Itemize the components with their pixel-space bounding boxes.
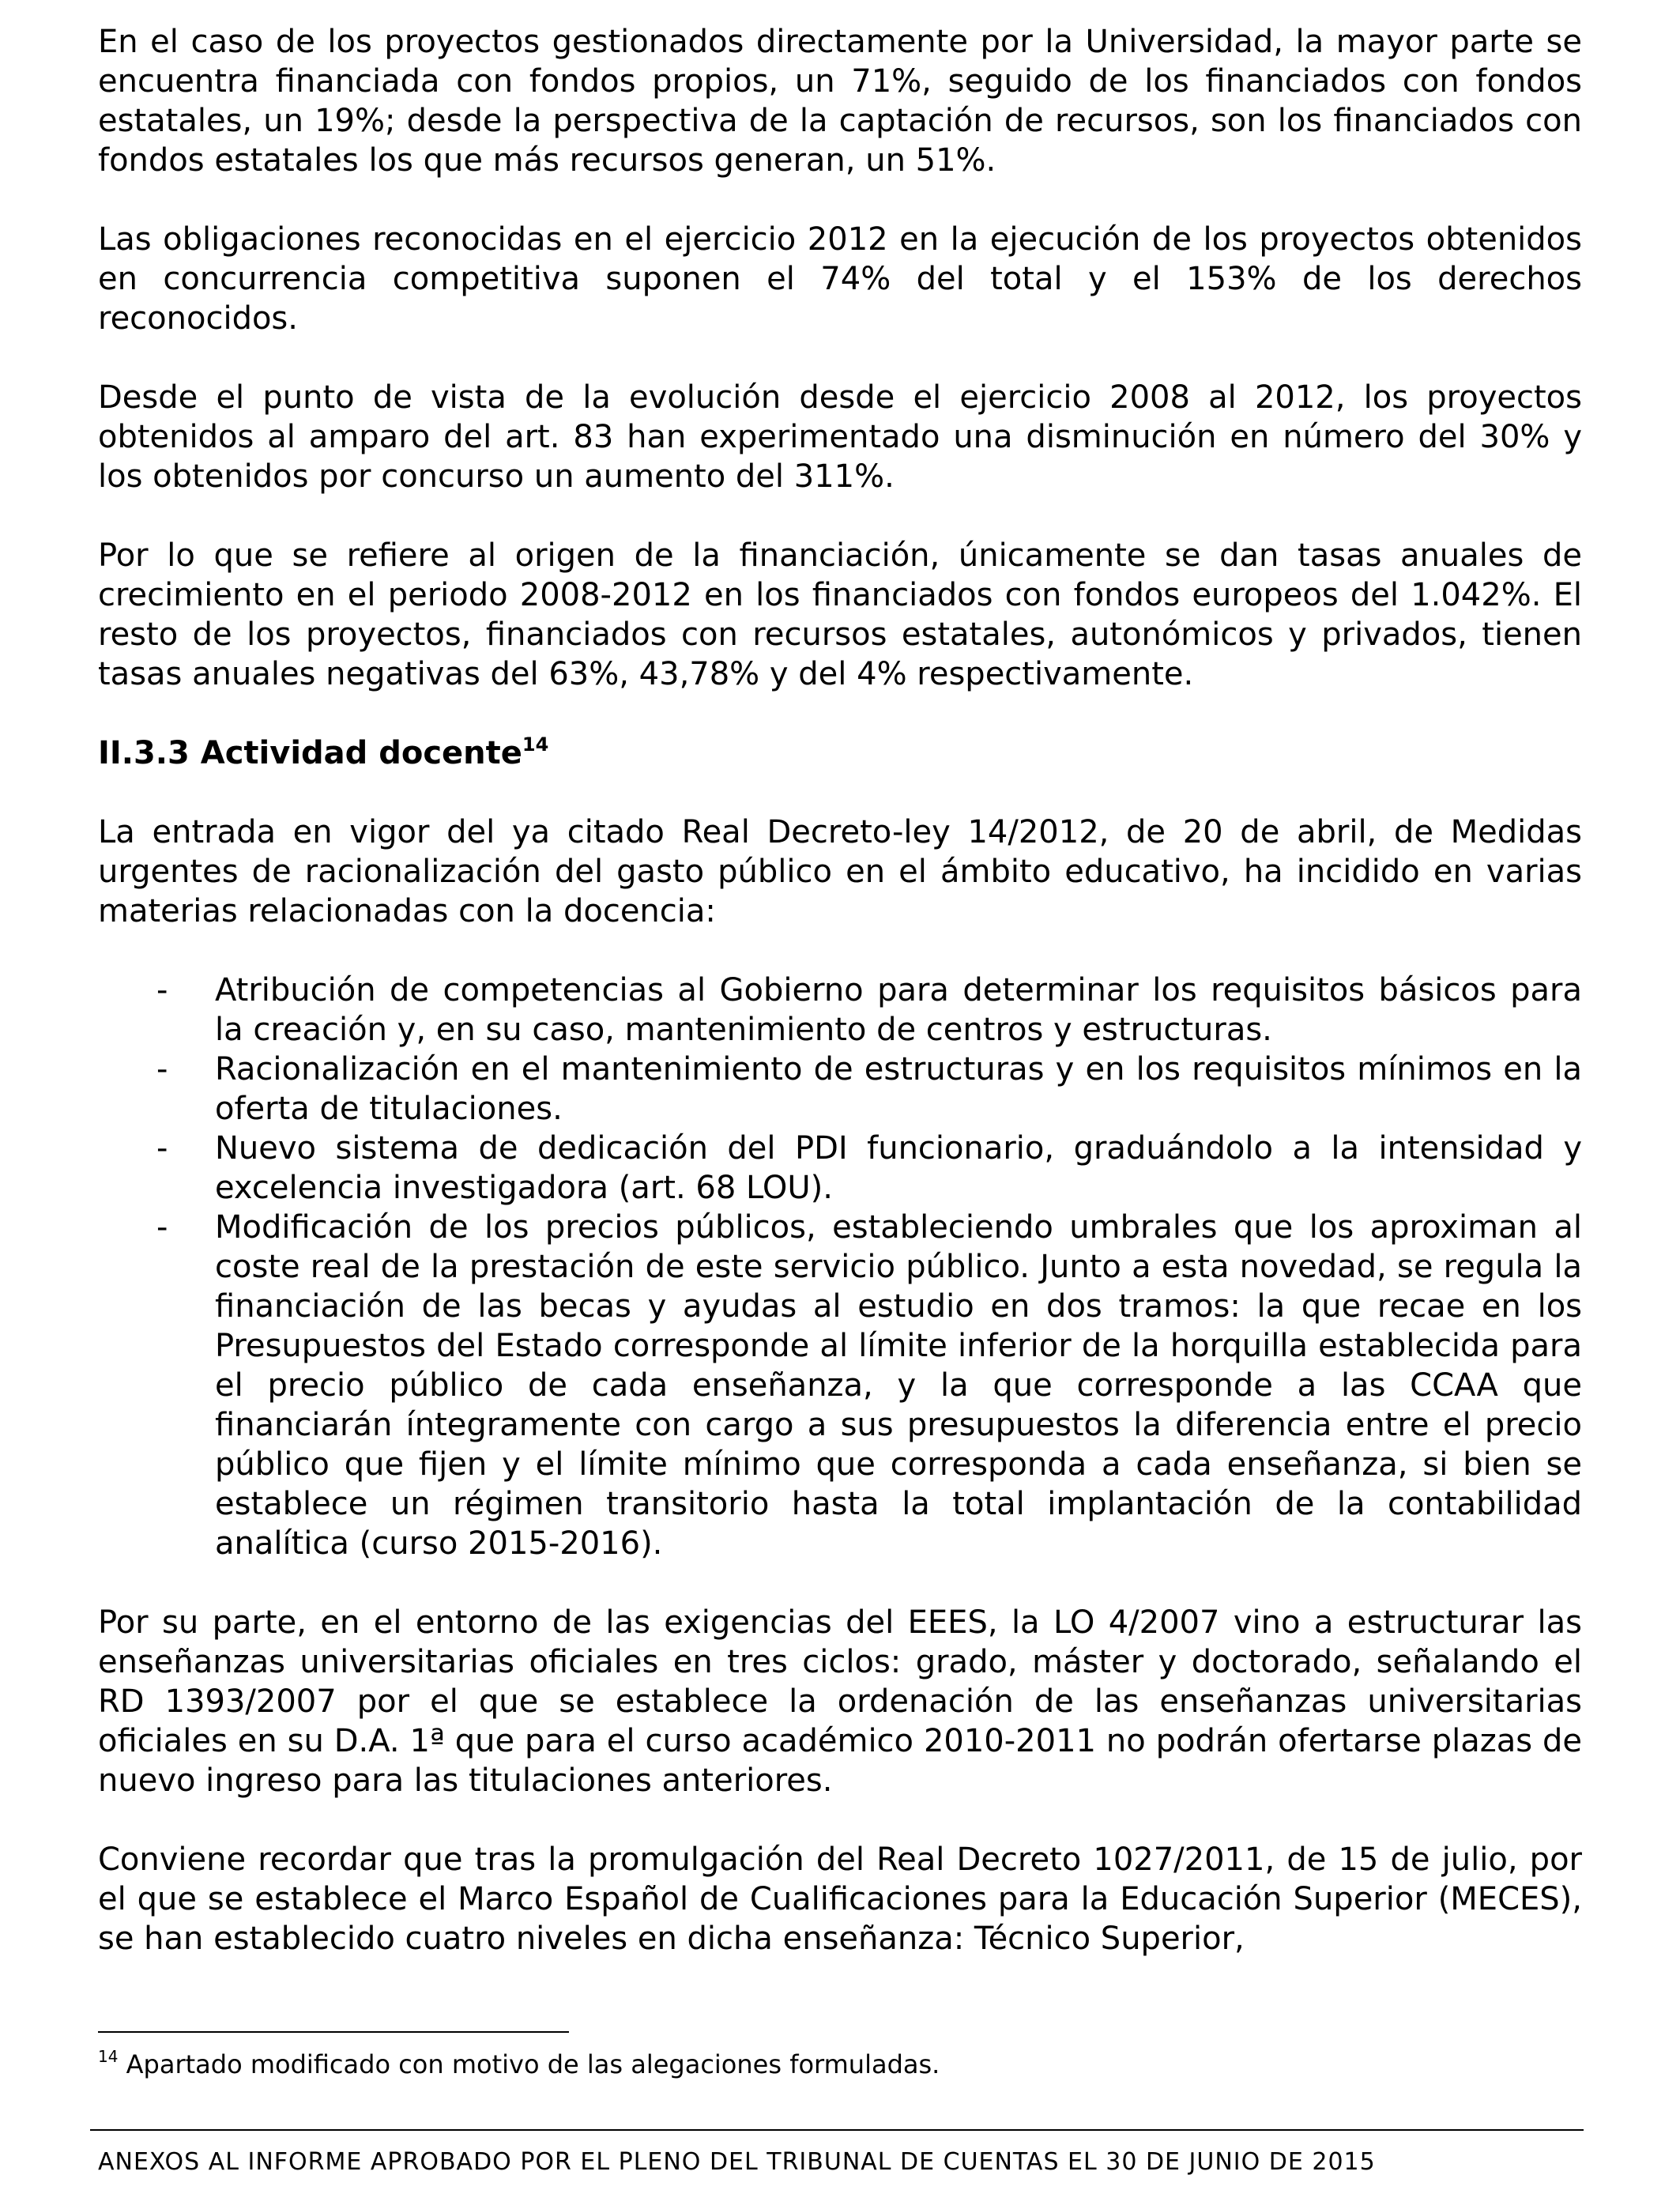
section-heading-text: II.3.3 Actividad docente bbox=[98, 735, 522, 771]
list-item bbox=[98, 1129, 1582, 1208]
paragraph-4: Por lo que se refiere al origen de la financiación, únicamente se dan tasas anuales de crecimiento en el periodo 2008-2012 en los financiados con fondos europeos del 1.042%. El resto de los proyectos, financiados con recursos estatales, autonómicos y privados, tienen tasas anuales negativas del 63%, 43,78% y del 4% respectivamente. bbox=[98, 537, 1582, 692]
bullet-marker: - bbox=[156, 1130, 168, 1167]
bullet-marker: - bbox=[156, 972, 168, 1008]
footnote-number: 14 bbox=[98, 2047, 119, 2066]
paragraph-1: En el caso de los proyectos gestionados directamente por la Universidad, la mayor parte se encuentra financiada con fondos propios, un 71%, seguido de los financiados con fondos estatales, un 19%; desde la perspectiva de la captación de recursos, son los financiados con fondos estatales los que más recursos generan, un 51%. bbox=[98, 24, 1582, 179]
paragraph-3: Desde el punto de vista de la evolución desde el ejercicio 2008 al 2012, los proyectos obtenidos al amparo del art. 83 han experimentado una disminución en número del 30% y los obtenidos por concurso un aumento del 311%. bbox=[98, 379, 1582, 495]
paragraph-6: Por su parte, en el entorno de las exigencias del EEES, la LO 4/2007 vino a estructurar las enseñanzas universitarias oficiales en tres ciclos: grado, máster y doctorado, señalando el RD 1393/2007 por el que se establece la ordenación de las enseñanzas universitarias oficiales en su D.A. 1ª que para el curso académico 2010-2011 no podrán ofertarse plazas de nuevo ingreso para las titulaciones anteriores. bbox=[98, 1604, 1582, 1799]
footnote-separator bbox=[98, 2031, 569, 2033]
paragraph-2: Las obligaciones reconocidas en el ejercicio 2012 en la ejecución de los proyectos obtenidos en concurrencia competitiva suponen el 74% del total y el 153% de los derechos reconocidos. bbox=[98, 221, 1582, 337]
footer-separator bbox=[90, 2129, 1584, 2131]
bullet-list bbox=[98, 971, 1582, 1563]
bullet-marker: - bbox=[156, 1209, 168, 1246]
list-item bbox=[98, 1208, 1582, 1563]
paragraph-7: Conviene recordar que tras la promulgación del Real Decreto 1027/2011, de 15 de julio, por el que se establece el Marco Español de Cualificaciones para la Educación Superior (MECES), se han establecido cuatro niveles en dicha enseñanza: Técnico Superior, bbox=[98, 1842, 1582, 1957]
list-item bbox=[98, 971, 1582, 1050]
paragraph-5: La entrada en vigor del ya citado Real Decreto-ley 14/2012, de 20 de abril, de Medidas urgentes de racionalización del gasto público en el ámbito educativo, ha incidido en varias materias relacionadas con la docencia: bbox=[98, 814, 1582, 929]
footnote bbox=[98, 2049, 940, 2080]
list-item-text: Racionalización en el mantenimiento de estructuras y en los requisitos mínimos en la oferta de titulaciones. bbox=[215, 1051, 1582, 1127]
list-item-text: Modificación de los precios públicos, estableciendo umbrales que los aproximan al coste real de la prestación de este servicio público. Junto a esta novedad, se regula la financiación de las becas y ayudas al estudio en dos tramos: la que recae en los Presupuestos del Estado corresponde al límite inferior de la horquilla establecida para el precio público de cada enseñanza, y la que corresponde a las CCAA que financiarán íntegramente con cargo a sus presupuestos la diferencia entre el precio público que fijen y el límite mínimo que corresponda a cada enseñanza, si bien se establece un régimen transitorio hasta la total implantación de la contabilidad analítica (curso 2015-2016). bbox=[215, 1209, 1582, 1562]
list-item-text: Nuevo sistema de dedicación del PDI funcionario, graduándolo a la intensidad y excelencia investigadora (art. 68 LOU). bbox=[215, 1130, 1582, 1206]
document-body bbox=[98, 22, 1582, 1998]
page-footer: ANEXOS AL INFORME APROBADO POR EL PLENO DEL TRIBUNAL DE CUENTAS EL 30 DE JUNIO DE 2015 bbox=[98, 2148, 1376, 2176]
footnote-text: Apartado modificado con motivo de las alegaciones formuladas. bbox=[118, 2049, 940, 2079]
section-heading bbox=[98, 733, 1582, 773]
bullet-marker: - bbox=[156, 1051, 168, 1088]
list-item-text: Atribución de competencias al Gobierno para determinar los requisitos básicos para la creación y, en su caso, mantenimiento de centros y estructuras. bbox=[215, 972, 1582, 1048]
footnote-reference: 14 bbox=[522, 733, 549, 756]
list-item bbox=[98, 1050, 1582, 1129]
